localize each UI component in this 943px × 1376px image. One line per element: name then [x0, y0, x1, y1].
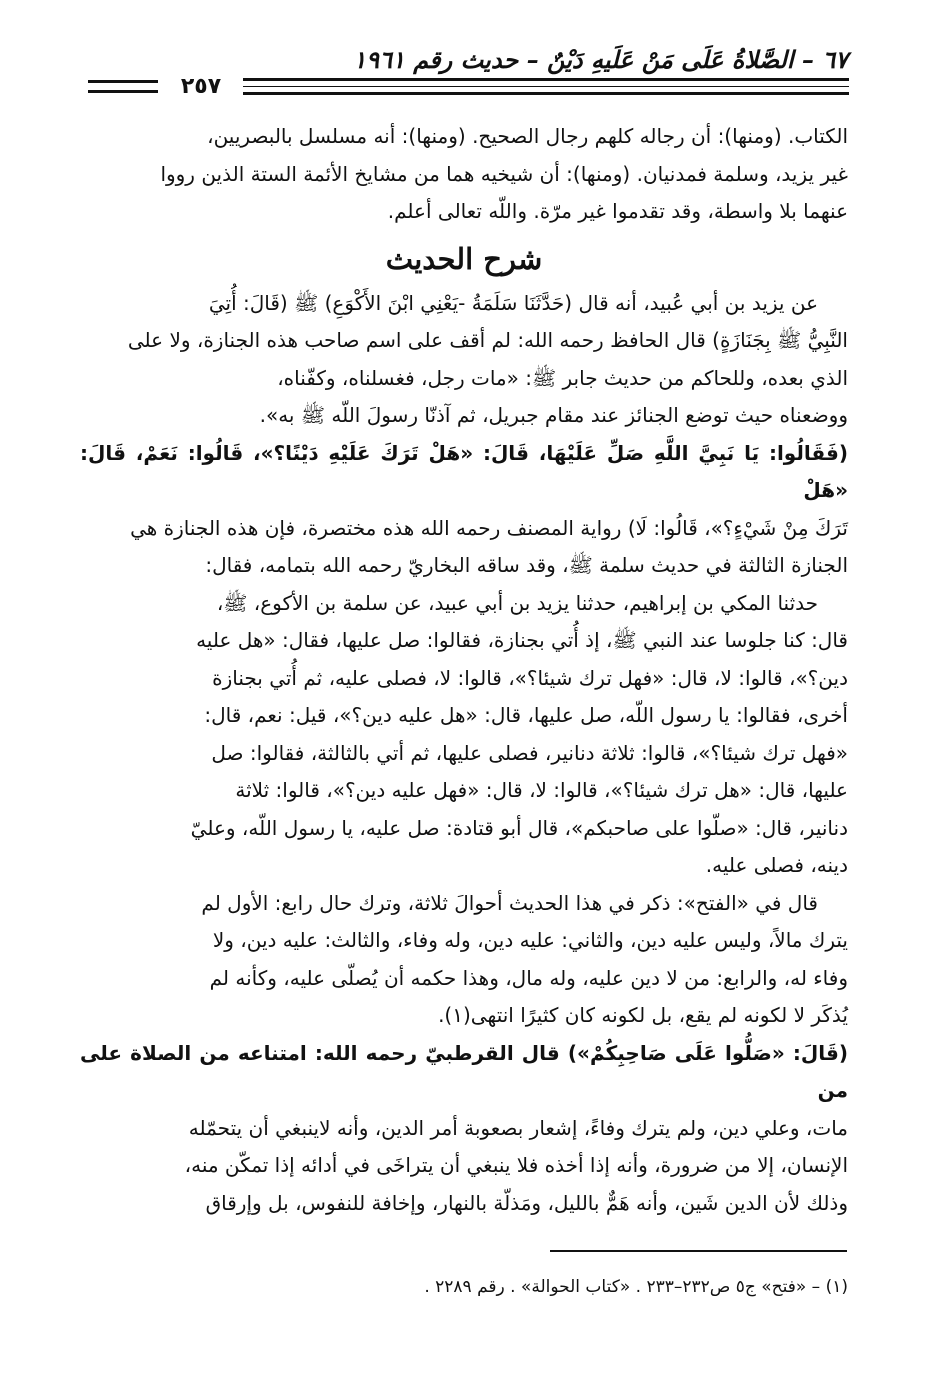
header-rule-right-thin [243, 86, 849, 87]
paragraph-fath [80, 885, 848, 1035]
text-line: قال في «الفتح»: ذكر في هذا الحديث أحوالَ ثلاثة، وترك حال رابع: الأول لم [201, 890, 818, 915]
text-line: قال: كنا جلوسا عند النبي ﷺ، إذ أُتي بجنازة، فقالوا: صل عليها، فقال: «هل عليه [196, 628, 848, 652]
text-line: وذلك لأن الدين شَين، وأنه هَمٌّ بالليل، ومَذلّة بالنهار، وإخافة للنفوس، بل وإرقاق [205, 1190, 848, 1215]
main-text [80, 118, 848, 1222]
header-rule-left-2 [88, 90, 158, 93]
header-rule-right-3 [243, 92, 849, 95]
text-line: تَرَكَ مِنْ شَيْءٍ؟»، قَالُوا: لَا) رواية المصنف رحمه الله هذه مختصرة، فإن هذه الجنازة هي [130, 515, 848, 540]
footnote-separator [550, 1250, 847, 1252]
text-line: الجنازة الثالثة في حديث سلمة ﷺ، وقد ساقه البخاريّ رحمه الله بتمامه، فقال: [205, 553, 848, 577]
text-line: دنانير، قال: «صلّوا على صاحبكم»، قال أبو قتادة: صل عليه، يا رسول اللّه، وعليّ [190, 815, 848, 840]
text-line: النَّبِيُّ ﷺ بِجَنَازَةٍ) قال الحافظ رحمه الله: لم أقف على اسم صاحب هذه الجنازة، ولا على [127, 328, 848, 352]
footnote: (١) – «فتح» ج٥ ص٢٣٢–٢٣٣ . «كتاب الحوالة» . رقم ٢٢٨٩ . [424, 1277, 848, 1297]
paragraph-bukhari [80, 585, 848, 885]
page-number: ٢٥٧ [180, 74, 222, 99]
text-line: أخرى، فقالوا: يا رسول اللّه، صل عليها، قال: «هل عليه دين؟»، قيل: نعم، قال: [204, 703, 848, 727]
text-line: دين؟»، قالوا: لا، قال: «فهل ترك شيئا؟»، قالوا: لا، فصلى عليه، ثم أُتي بجنازة [212, 665, 848, 690]
text-line: دينه، فصلى عليه. [705, 853, 848, 877]
text-line: عن يزيد بن أبي عُبيد، أنه قال (حَدَّثَنَا سَلَمَةُ -يَعْنِي ابْنَ الأَكْوَعِ) ﷺ (قَالَ: أُتِيَ [208, 290, 818, 315]
running-header-title: ٦٧ – الصَّلاةُ عَلَى مَنْ عَلَيهِ دَيْنٌ – حديث رقم ١٩٦١ [353, 45, 848, 74]
header-rule-right [243, 78, 849, 81]
text-line: «فهل ترك شيئا؟»، قالوا: ثلاثة دنانير، فصلى عليها، ثم أتي بالثالثة، فقالوا: صل [211, 740, 848, 765]
paragraph-hadith-text [80, 435, 848, 585]
text-line: عليها، قال: «هل ترك شيئا؟»، قالوا: لا، قال: «فهل عليه دين؟»، قالوا: ثلاثة [235, 778, 848, 802]
header-rule-left [88, 80, 158, 83]
text-line: وفاء له، والرابع: من لا دين عليه، وله مال، وهذا حكمه أن يُصلّى عليه، وكأنه لم [209, 965, 848, 990]
text-line: ووضعناه حيث توضع الجنائز عند مقام جبريل، ثم آذنّا رسولَ اللّه ﷺ به». [259, 403, 848, 427]
section-title: شرح الحديث [385, 241, 543, 276]
intro-line: غير يزيد، وسلمة فمدنيان. (ومنها): أن شيخيه هما من مشايخ الأئمة الستة الذين رووا [160, 161, 848, 186]
intro-paragraph [80, 118, 848, 231]
paragraph-qurtubi [80, 1035, 848, 1223]
text-line: حدثنا المكي بن إبراهيم، حدثنا يزيد بن أبي عبيد، عن سلمة بن الأكوع، ﷺ، [216, 590, 818, 615]
text-line: مات، وعلي دين، ولم يترك وفاءً، إشعار بصعوبة أمر الدين، وأنه لاينبغي أن يتحمّله [188, 1115, 848, 1140]
paragraph-hadith-intro [80, 285, 848, 435]
text-line: (فَقَالُوا: يَا نَبِيَّ اللَّهِ صَلِّ عَلَيْهَا، قَالَ: «هَلْ تَرَكَ عَلَيْهِ دَيْنًا؟»، قَالُوا: نَعَمْ، قَالَ: «هَلْ [80, 440, 848, 502]
intro-line: الكتاب. (ومنها): أن رجاله كلهم رجال الصحيح. (ومنها): أنه مسلسل بالبصريين، [207, 124, 848, 148]
text-line: الإنسان، إلا من ضرورة، وأنه إذا أخذه فلا ينبغي أن يتراخَى في أدائه إذا تمكّن منه، [184, 1153, 848, 1177]
intro-line: عنهما بلا واسطة، وقد تقدموا غير مرّة. واللّه تعالى أعلم. [387, 199, 848, 223]
text-line: يترك مالاً، وليس عليه دين، والثاني: عليه دين، وله وفاء، والثالث: عليه دين، ولا [212, 928, 848, 952]
text-line: الذي بعده، وللحاكم من حديث جابر ﷺ: «مات رجل، فغسلناه، وكفّناه، [277, 365, 848, 390]
text-line: يُذكَر لا لكونه لم يقع، بل لكونه كان كثيرًا انتهى(١). [438, 1003, 848, 1027]
text-line: (قَالَ: «صَلُّوا عَلَى صَاحِبِكُمْ») قال القرطبيّ رحمه الله: امتناعه من الصلاة على من [80, 1040, 848, 1102]
